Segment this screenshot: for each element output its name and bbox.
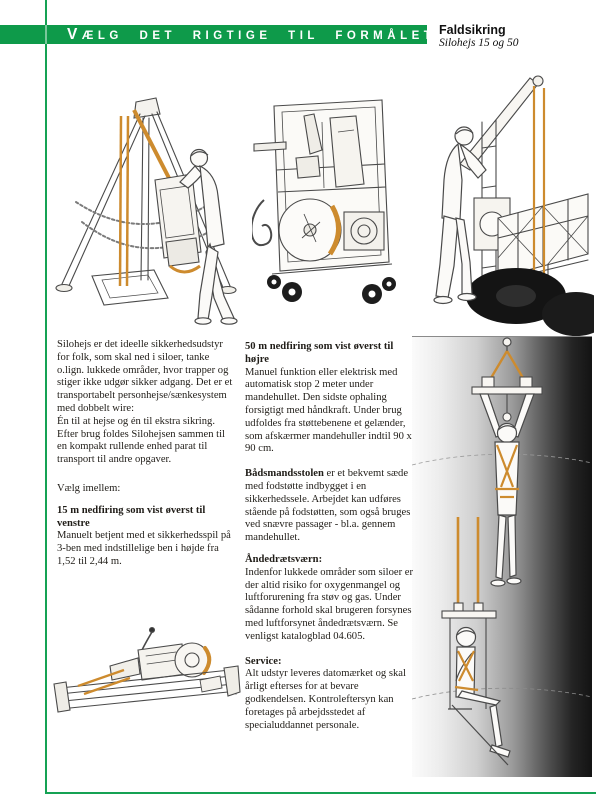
choose-label: Vælg imellem: — [57, 482, 121, 494]
section-15m-body: Manuelt betjent med et sikkerhedsspil på 3-ben med indstillelige ben i højde fra 1,52 til 2,44 m. — [57, 530, 231, 567]
section-50m-body: Manuel funktion eller elektrisk med automatisk stop 2 meter under mandehullet. Den sidste ophaling forsigtigt med håndkraft. Under brug udfoldes fra støttebenene et gelænder, som afskærmer mandehuller indtil 90 x 90 cm. — [245, 366, 412, 455]
header-right — [439, 23, 589, 50]
bosun-chair-body: er et bekvemt sæde med fodstøtte indbygget i en sikkerhedssele. Arbejdet kan udføres stående på fodstøtten, som også bruges ved snævre passager - bl.a. gennem mandehullet. — [245, 468, 411, 544]
service-body: Alt udstyr leveres datomærket og skal årligt efterses for at bevare godkendelsen. Kontroleftersyn kan foretages på arbejdsstedet af specialuddannet personale. — [245, 668, 406, 731]
product-subtitle: Silohejs 15 og 50 — [439, 37, 519, 49]
folded-hoist-illustration — [50, 622, 242, 726]
trolley-unit-illustration — [252, 92, 404, 310]
intro-paragraph-1: Silohejs er det ideelle sikkerhedsudstyr for folk, som skal ned i siloer, tanke o.lign. lukkede områder, hvor trapper og stiger ikke udgør sikker adgang. Det er et transportabelt personhejse/sænkesystem med dobbelt wire: — [57, 339, 233, 414]
bosun-chair-lead: Bådsmandsstolen — [245, 468, 324, 480]
bottom-rule — [45, 792, 596, 794]
bosun-chair-paragraph — [245, 468, 416, 545]
section-50m-heading: 50 m nedfiring som vist øverst til højre — [245, 341, 394, 365]
respiratory-body: Indenfor lukkede områder som siloer er der altid risiko for oxygenmangel og luftforurening fra støv og gas. Under sådanne forhold skal brugeren forsynes med luftforsynet åndedrætsværn. Se venligst katalogblad 04.605. — [245, 566, 413, 642]
platform-hoist-illustration — [398, 68, 594, 338]
silo-descent-illustration — [412, 337, 592, 778]
middle-text-column — [245, 341, 416, 732]
category-title: Faldsikring — [439, 23, 506, 37]
left-text-column — [57, 339, 237, 569]
respiratory-heading: Åndedrætsværn: — [245, 553, 323, 565]
intro-paragraph-2: Én til at hejse og én til ekstra sikring. Efter brug foldes Silohejsen sammen til en kompakt rullende enhed parat til transport til andre opgaver. — [57, 415, 225, 466]
banner-margin-rule-overlay — [45, 25, 47, 44]
tripod-winch-illustration — [48, 84, 238, 334]
left-margin-rule — [45, 0, 47, 793]
service-heading: Service: — [245, 655, 282, 667]
section-15m-heading: 15 m nedfiring som vist øverst til venstre — [57, 504, 206, 529]
silo-interior-panel — [412, 336, 592, 777]
banner-title: VÆLG DET RIGTIGE TIL FORMÅLET — [0, 25, 427, 44]
